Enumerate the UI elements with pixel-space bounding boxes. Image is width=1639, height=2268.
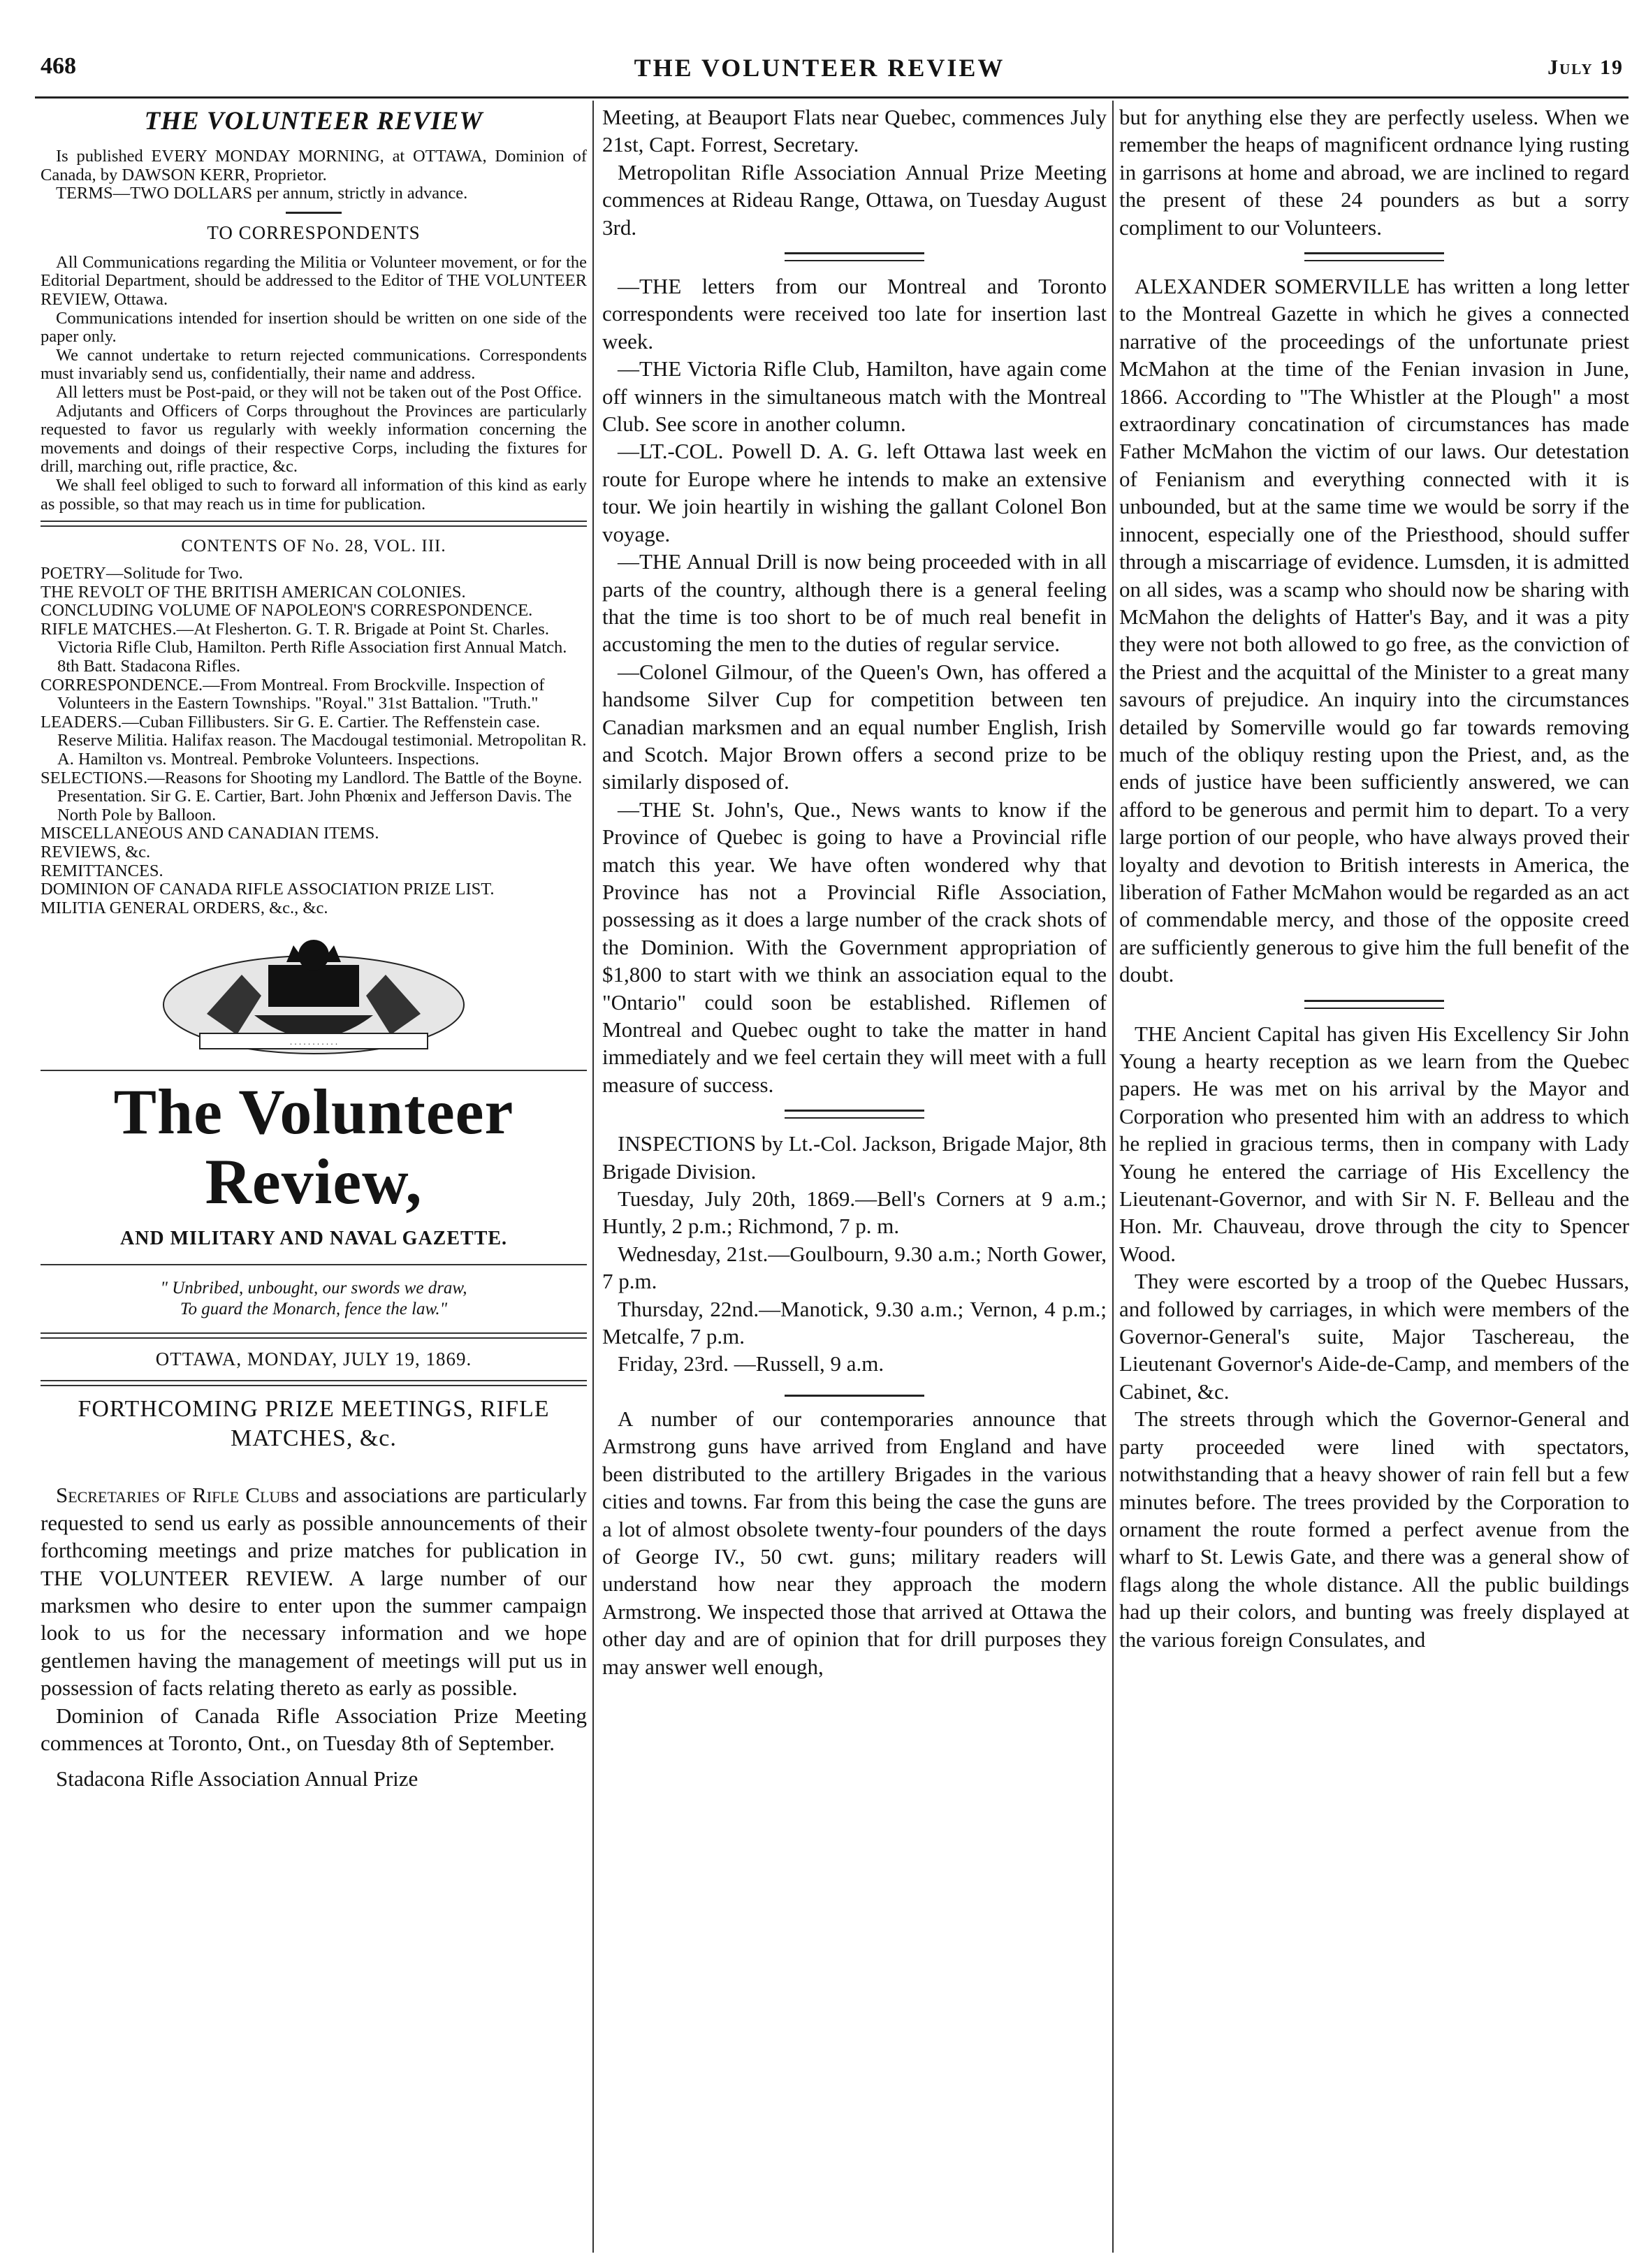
contents-item: MISCELLANEOUS AND CANADIAN ITEMS.: [41, 824, 379, 843]
correspondents-paragraph: All letters must be Post-paid, or they will not be taken out of the Post Office.: [56, 382, 582, 402]
publication-note: Is published EVERY MONDAY MORNING, at OTTAWA, Dominion of Canada, by DAWSON KERR, Proprietor.: [41, 147, 587, 184]
terms: TERMS—TWO DOLLARS per annum, strictly in advance.: [56, 184, 468, 203]
column-rule-1: [592, 101, 594, 2253]
col2-p2: Metropolitan Rifle Association Annual Prize Meeting commences at Rideau Range, Ottawa, on Tuesday August 3rd.: [602, 159, 1107, 240]
correspondents-paragraph: We cannot undertake to return rejected communications. Correspondents must invariably send us, confidentially, their name and address.: [41, 345, 587, 384]
contents-item: REMITTANCES.: [41, 861, 163, 880]
contents-item: DOMINION OF CANADA RIFLE ASSOCIATION PRIZE LIST.: [41, 880, 495, 899]
contents-list: [41, 565, 587, 917]
column-rule-2: [1112, 101, 1114, 2253]
contents-item: CORRESPONDENCE.—From Montreal. From Brockville. Inspection of Volunteers in the Eastern Townships. "Royal." 31st Battalion. "Truth.": [41, 675, 545, 713]
header-date: July 19: [1547, 56, 1624, 79]
section-rule: [1304, 1000, 1444, 1009]
correspondents-notice: [41, 254, 587, 514]
short-rule: [286, 212, 342, 214]
thin-rule: [41, 1070, 587, 1071]
motto-line-1: " Unbribed, unbought, our swords we draw,: [160, 1279, 467, 1298]
col3-p4: They were escorted by a troop of the Quebec Hussars, and followed by carriages, in which were members of the Governor-General's suite, Major Taschereau, the Lieutenant Governor's Aide-de-Camp, and members of the Cabinet, &c.: [1119, 1269, 1629, 1404]
page-number: 468: [41, 53, 76, 79]
contents-item: SELECTIONS.—Reasons for Shooting my Landlord. The Battle of the Boyne. Presentation. Sir G. E. Cartier, Bart. John Phœnix and Jefferson Davis. The North Pole by Balloon.: [41, 768, 583, 824]
contents-item: POETRY—Solitude for Two.: [41, 564, 243, 583]
section-rule: [785, 1395, 924, 1397]
correspondents-paragraph: Communications intended for insertion should be written on one side of the paper only.: [41, 308, 587, 347]
lead-rest: and associations are particularly requested to send us early as possible announcements of their forthcoming meetings and prize matches for publication in THE VOLUNTEER REVIEW. A large number of our marksmen who desire to enter upon the summer campaign look to us for the necessary information and we hope gentlemen having the management of meetings will put us in possession of facts relating thereto as early as possible.: [41, 1483, 587, 1701]
masthead-name: The Volunteer Review,: [113, 1076, 514, 1218]
running-title: THE VOLUNTEER REVIEW: [634, 54, 1005, 82]
contents-item: MILITIA GENERAL ORDERS, &c., &c.: [41, 898, 328, 917]
correspondents-paragraph: Adjutants and Officers of Corps throughout the Provinces are particularly requested to favor us regularly with weekly information concerning the movements and doings of their respective Corps, including the fixtures for drill, marching out, rifle practice, &c.: [41, 401, 587, 477]
col2-p5: —LT.-COL. Powell D. A. G. left Ottawa last week en route for Europe where he intends to make an extensive tour. We join heartily in wishing the gallant Colonel Bon voyage.: [602, 439, 1107, 546]
contents-item: THE REVOLT OF THE BRITISH AMERICAN COLONIES.: [41, 582, 466, 602]
contents-heading: CONTENTS OF No. 28, VOL. III.: [181, 537, 446, 556]
correspondents-paragraph: We shall feel obliged to such to forward all information of this kind as early as possible, so that may reach us in time for publication.: [41, 475, 587, 514]
col3-p1: but for anything else they are perfectly useless. When we remember the heaps of magnificent ordnance lying rusting in garrisons at home and abroad, we are inclined to regard the present of these 24 pounders as but a sorry compliment to our Volunteers.: [1119, 105, 1629, 240]
double-rule: [41, 521, 587, 527]
contents-item: LEADERS.—Cuban Fillibusters. Sir G. E. Cartier. The Reffenstein case. Reserve Militia. Halifax reason. The Macdougal testimonial. Metropolitan R. A. Hamilton vs. Montreal. Pembroke Volunteers. Inspections.: [41, 712, 587, 769]
col3-p2: ALEXANDER SOMERVILLE has written a long letter to the Montreal Gazette in which he gives a connected narrative of the proceedings of the unfortunate priest McMahon at the time of the Fenian invasion in June, 1866. According to "The Whistler at the Plough" a most extraordinary concatination of circumstances has made Father McMahon the victim of our laws. Our detestation of Fenianism and everything connected with it is unbounded, but at the same time we would be sorry if the innocent, especially one of the Priesthood, should suffer through a miscarriage of evidence. Lumsden, it is admitted on all sides, was a scamp who should now be sharing with McMahon the delights of Hatter's Bay, and it was a pity they were not both allowed to go free, as the conviction of the Priest and the acquittal of the Minister to a great many savours of prejudice. An inquiry into the circumstances detailed by Somerville would go far towards removing much of the obliquy resting upon the Priest, and, as the ends of justice have been sufficiently answered, we can afford to be generous and permit him to depart. To a very large portion of our people, who have always proved their loyalty and devotion to British interests in America, the liberation of Father McMahon would be regarded as an act of commendable mercy, and those of the opposite creed are sufficiently generous to give him the full benefit of the doubt.: [1119, 274, 1629, 987]
double-rule: [41, 1332, 587, 1339]
column-2: [602, 103, 1107, 2259]
dateline: OTTAWA, MONDAY, JULY 19, 1869.: [155, 1349, 472, 1370]
contents-item: REVIEWS, &c.: [41, 843, 151, 862]
svg-text:. . . . . . . . . . .: . . . . . . . . . . .: [289, 1036, 338, 1047]
section-rule: [785, 1110, 924, 1119]
section-rule: [1304, 252, 1444, 261]
royal-crest-image: [150, 931, 478, 1064]
col3-p5: The streets through which the Governor-General and party proceeded were lined with spectators, notwithstanding that a heavy shower of rain fell but a few minutes before. The trees provided by the Corporation to ornament the route formed a perfect avenue from the wharf to St. Lewis Gate, and there was a general show of flags along the whole distance. All the public buildings had up their colors, and bunting was freely displayed at the various foreign Consulates, and: [1119, 1406, 1629, 1652]
col2-p4: —THE Victoria Rifle Club, Hamilton, have again come off winners in the simultaneous match with the Montreal Club. See score in another column.: [602, 356, 1107, 437]
col2-p9: INSPECTIONS by Lt.-Col. Jackson, Brigade Major, 8th Brigade Division.: [602, 1131, 1107, 1184]
section-rule: [785, 252, 924, 261]
col2-p1: Meeting, at Beauport Flats near Quebec, commences July 21st, Capt. Forrest, Secretary.: [602, 105, 1107, 157]
thin-rule: [41, 1264, 587, 1265]
col2-p12: Thursday, 22nd.—Manotick, 9.30 a.m.; Vernon, 4 p.m.; Metcalfe, 7 p.m.: [602, 1296, 1107, 1349]
correspondents-paragraph: All Communications regarding the Militia or Volunteer movement, or for the Editorial Department, should be addressed to the Editor of THE VOLUNTEER REVIEW, Ottawa.: [41, 252, 587, 309]
dominion-prize-meeting: Dominion of Canada Rifle Association Prize Meeting commences at Toronto, Ont., on Tuesday 8th of September.: [41, 1703, 587, 1756]
col2-p3: —THE letters from our Montreal and Toronto correspondents were received too late for insertion last week.: [602, 274, 1107, 354]
col2-p7: —Colonel Gilmour, of the Queen's Own, has offered a handsome Silver Cup for competition between ten Canadian marksmen and an equal number English, Irish and Scotch. Major Brown offers a second prize to be similarly disposed of.: [602, 659, 1107, 794]
col2-p10: Tuesday, July 20th, 1869.—Bell's Corners at 9 a.m.; Huntly, 2 p.m.; Richmond, 7 p. m.: [602, 1186, 1107, 1239]
contents-item: RIFLE MATCHES.—At Flesherton. G. T. R. Brigade at Point St. Charles. Victoria Rifle Club, Hamilton. Perth Rifle Association first Annual Match. 8th Batt. Stadacona Rifles.: [41, 619, 567, 676]
col2-p6: —THE Annual Drill is now being proceeded with in all parts of the country, although there is a general feeling that the time is too short to be of much real benefit in accustoming the men to the duties of regular service.: [602, 549, 1107, 657]
correspondents-heading: TO CORRESPONDENTS: [207, 221, 421, 243]
contents-item: CONCLUDING VOLUME OF NAPOLEON'S CORRESPONDENCE.: [41, 601, 533, 620]
double-rule: [41, 1380, 587, 1386]
masthead-subtitle: AND MILITARY AND NAVAL GAZETTE.: [119, 1228, 508, 1250]
col2-p11: Wednesday, 21st.—Goulbourn, 9.30 a.m.; North Gower, 7 p.m.: [602, 1241, 1107, 1294]
col2-p14: A number of our contemporaries announce that Armstrong guns have arrived from England and have been distributed to the artillery Brigades in the various cities and towns. Far from this being the case the guns are a lot of almost obsolete twenty-four pounders of the days of George IV., 50 cwt. guns; military readers will understand how near they approach the modern Armstrong. We inspected those that arrived at Ottawa the other day and are of opinion that for drill purposes they may answer well enough,: [602, 1406, 1107, 1679]
lead-smallcaps: Secretaries of Rifle Clubs: [56, 1483, 300, 1508]
stadacona-notice: Stadacona Rifle Association Annual Prize: [56, 1766, 418, 1791]
header-rule: [35, 96, 1629, 99]
motto-line-2: To guard the Monarch, fence the law.": [180, 1300, 448, 1319]
col3-p3: THE Ancient Capital has given His Excellency Sir John Young a hearty reception as we learn from the Quebec papers. He was met on his arrival by the Mayor and Corporation who presented him with an address to which he replied in gracious terms, then in company with Lady Young he entered the carriage of His Excellency the Lieutenant-Governor, and with Sir N. F. Belleau and the Hon. Mr. Chauveau, drove through the city to Spencer Wood.: [1119, 1021, 1629, 1266]
page-header: [0, 50, 1639, 94]
publication-info: [41, 147, 587, 203]
column-3: [1119, 103, 1629, 2259]
masthead-title: THE VOLUNTEER REVIEW: [144, 107, 483, 136]
motto: [41, 1278, 587, 1320]
col2-p13: Friday, 23rd. —Russell, 9 a.m.: [618, 1351, 884, 1376]
column-1: [41, 103, 587, 2259]
col2-p8: —THE St. John's, Que., News wants to know if the Province of Quebec is going to have a Provincial rifle match this year. We have often wondered why that Province has not a Provincial Rifle Association, possessing as it does a large number of the crack shots of the Dominion. With the Government appropriation of $1,800 to start with we think an association equal to the "Ontario" could soon be established. Riflemen of Montreal and Quebec ought to take the matter in hand immediately and we feel certain they will meet with a full measure of success.: [602, 797, 1107, 1097]
article-prize-meetings: [41, 1481, 587, 1701]
headline-prize-meetings: FORTHCOMING PRIZE MEETINGS, RIFLE MATCHES, &c.: [78, 1396, 550, 1452]
